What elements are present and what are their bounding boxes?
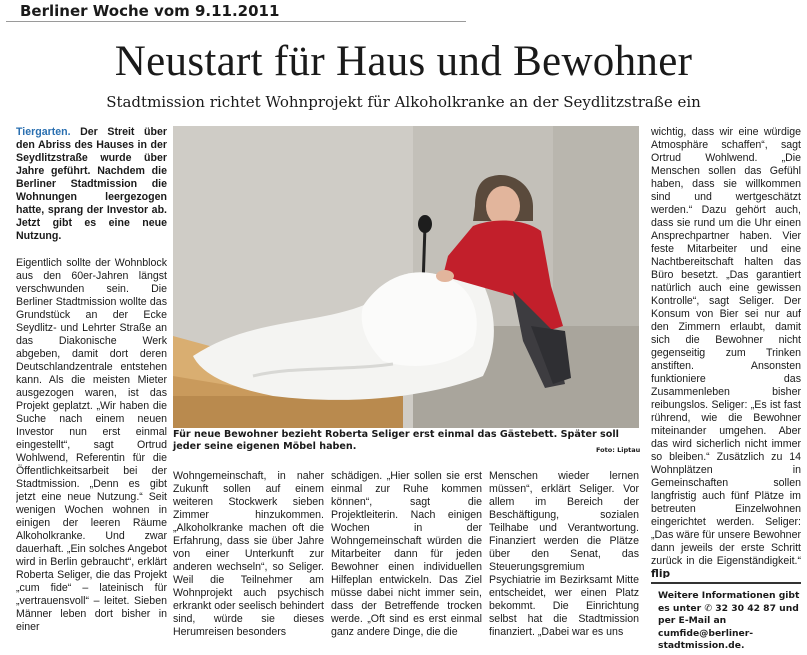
column-4 bbox=[489, 470, 639, 654]
article-photo bbox=[173, 126, 639, 428]
info-divider bbox=[651, 582, 801, 584]
body-text: Wohngemeinschaft, in naher Zukunft sollen auf einem weiteren Stockwerk sieben Zimmer hinzukommen. „Alkoholkranke machen oft die Erfahrung, dass sie über Jahre von einer Unterkunft zur anderen wechseln“, so Seliger. Weil die Teilnehmer am Wohnprojekt auch psychisch erkrankt oder seelisch behindert sind, würde sie dieses Herumreisen besonders bbox=[173, 470, 324, 638]
column-3 bbox=[331, 470, 482, 654]
lead-paragraph bbox=[16, 126, 167, 243]
column-1 bbox=[16, 126, 167, 654]
photo-credit: Foto: Liptau bbox=[596, 446, 641, 454]
subheadline: Stadtmission richtet Wohnprojekt für Alkoholkranke an der Seydlitzstraße ein bbox=[106, 93, 701, 111]
source-line: Berliner Woche vom 9.11.2011 bbox=[6, 0, 466, 22]
body-text: Eigentlich sollte der Wohnblock aus den 60er-Jahren längst verschwunden sein. Die Berliner Stadtmission wollte das Grundstück an der Ecke Seydlitz- und Lehrter Straße an das Diakonische Werk abgeben, damit dort deren Deutschlandzentrale entstehen kann. Als die meisten Mieter ausgezogen waren, ist das Projekt geplatzt. „Wir haben die Suche nach einem neuen Investor nun erst einmal eingestellt“, sagt Ortrud Wohlwend, Referentin für die Öffentlichkeitsarbeit bei der Stadtmission. „Denn es gibt jetzt eine neue Nutzung.“ Seit wenigen Wochen wohnen in einigen der leeren Räume Alkoholkranke. Und zwar dauerhaft. „Ein solches Angebot wird in Berlin gebraucht“, erklärt Roberta Seliger, die das Projekt „cum fide“ – lateinisch für „vertrauensvoll“ – leitet. Sieben Männer leben dort bisher in einer bbox=[16, 257, 167, 633]
photo-caption: Für neue Bewohner bezieht Roberta Seliger erst einmal das Gästebett. Später soll jeder seine eigenen Möbel haben. bbox=[173, 429, 619, 452]
body-text bbox=[651, 126, 801, 578]
column-5 bbox=[651, 126, 801, 578]
headline: Neustart für Haus und Bewohner bbox=[114, 38, 693, 85]
body-text-span: wichtig, dass wir eine würdige Atmosphäre schaffen“, sagt Ortrud Wohlwend. „Die Menschen sollen das Gefühl haben, dass sie willkommen sind und wertgeschätzt werden.“ Dazu gehört auch, dass sie rund um die Uhr einen Ansprechpartner haben. Vier feste Mitarbeiter und eine Nachtbereitschaft halten das Büro besetzt. „Das garantiert natürlich auch eine gewissen Kontrolle“, sagt Seliger. Der Konsum von Bier sei nur auf den Zimmern erlaubt, damit sich die Bewohner nicht gegenseitig zum Trinken anstiften. Ansonsten funktioniere das Zusammenleben bisher reibungslos. Seliger: „Es ist fast rührend, wie die Bewohner miteinander umgehen. Aber das wird sicherlich nicht immer so bleiben.“ Zusätzlich zu 14 Wohnplätzen in Gemeinschaften sollen langfristig auch fünf Plätze im betreuten Einzelwohnen eingerichtet werden. Seliger: „Das wäre für unsere Bewohner dann jeweils der erste Schritt zurück in die Eigenständigkeit.“ bbox=[651, 126, 801, 567]
info-box: Weitere Informationen gibt es unter ✆ 32 30 42 87 und per E-Mail an cumfide@berliner-stadtmission.de. bbox=[658, 590, 800, 651]
body-text: Menschen wieder lernen müssen“, erklärt Seliger. Vor allem im Bereich der Beschäftigung, sozialen Teilhabe und Verantwortung. Finanziert werden die Plätze über den Senat, das Steuerungsgremium Psychiatrie im Bezirksamt Mitte entscheidet, wer einen Platz bekommt. Die Einrichtung selbst hat die Stadtmission finanziert. „Dabei war es uns bbox=[489, 470, 639, 638]
location-label: Tiergarten. bbox=[16, 126, 71, 138]
author-signature: flip bbox=[651, 568, 671, 578]
lead-text: Der Streit über den Abriss des Hauses in der Seydlitzstraße wurde über Jahre geführt. Nachdem die Berliner Stadtmission die Wohnungen leergezogen hatte, sprang der Investor ab. Jetzt gibt es eine neue Nutzung. bbox=[16, 126, 167, 242]
column-2 bbox=[173, 470, 324, 654]
body-text: schädigen. „Hier sollen sie erst einmal zur Ruhe kommen können“, sagt die Projektleiterin. Nach einigen Wochen in der Wohngemeinschaft würden die Mitarbeiter dann für jeden Bewohner einen individuellen Hilfeplan entwickeln. Das Ziel müsse dabei nicht immer sein, dass der Betreffende trocken werde. „Oft sind es erst einmal ganz andere Dinge, die die bbox=[331, 470, 482, 638]
